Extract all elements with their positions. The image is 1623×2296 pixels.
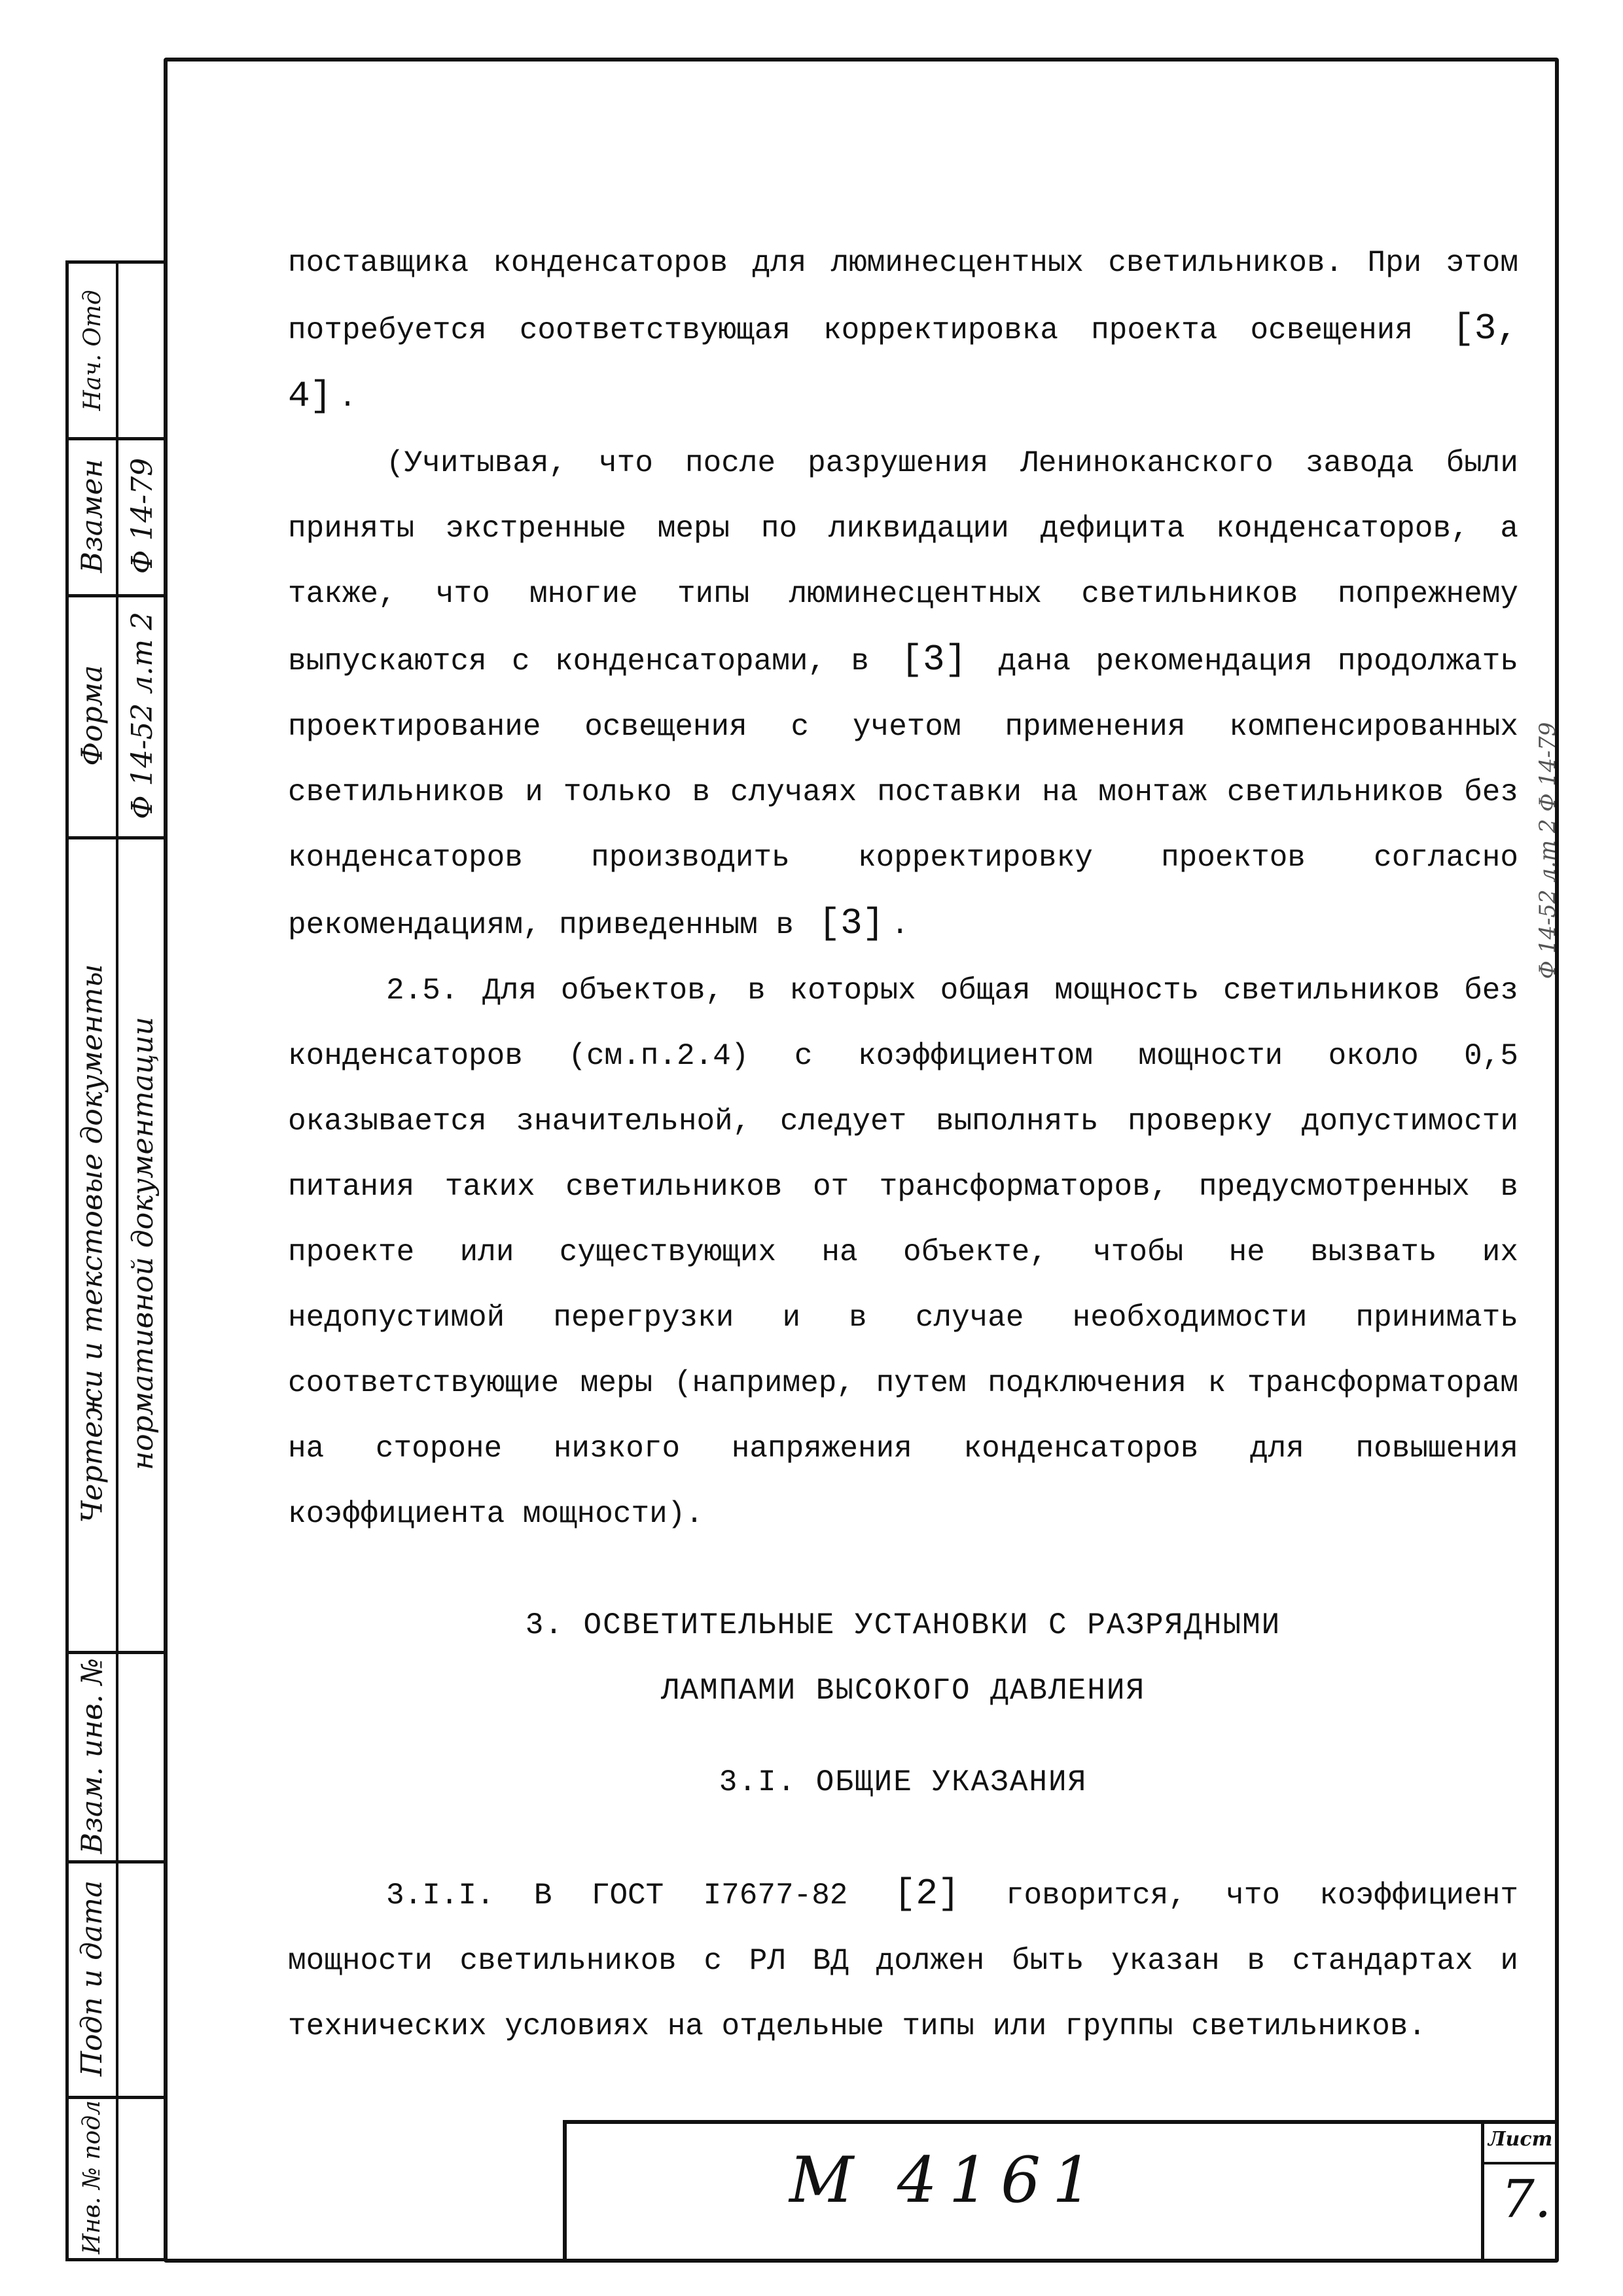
vzamen-value: Ф 14-79 [126, 457, 160, 574]
side-title-strip [65, 260, 167, 2261]
inv-no-label: Инв. № подл [79, 2100, 106, 2254]
paragraph-1-end: . [338, 381, 357, 415]
title-stamp [563, 2120, 1555, 2259]
sheet-box [1481, 2124, 1555, 2259]
drawings-label-2: нормативной документации [126, 1017, 160, 1470]
reference-3-4: [3, 4] [288, 308, 1518, 417]
strip-cell-forma-value [118, 594, 167, 836]
paragraph-3-1-1-start: 3.I.I. В ГОСТ I7677-82 [386, 1879, 848, 1913]
reference-3-second: [3] [818, 902, 885, 944]
vzam-inv-label: Взам. инв. № [75, 1657, 109, 1854]
paragraph-3-1-1-text: говорится, что коэффициент мощности светильников с РЛ ВД должен быть указан в стандартах и технических условиях на отдельные типы или группы светильников. [288, 1879, 1518, 2043]
reference-3: [3] [901, 639, 967, 680]
drawings-label: Чертежи и текстовые документы [75, 964, 109, 1523]
strip-cell-vzamen [69, 437, 116, 594]
forma-value: Ф 14-52 л.т 2 [126, 611, 160, 819]
section-heading-line-1: 3. ОСВЕТИТЕЛЬНЫЕ УСТАНОВКИ С РАЗРЯДНЫМИ [525, 1608, 1281, 1642]
paragraph-2-end: . [891, 908, 909, 942]
strip-cell-nach [69, 264, 116, 437]
sheet-number: 7. [1501, 2168, 1552, 2229]
strip-cell-sign-date [69, 1860, 116, 2096]
nach-otd-label: Нач. Отд [79, 290, 106, 411]
sign-date-label: Подп и дата [75, 1880, 109, 2076]
paragraph-2-middle: дана рекомендация продолжать проектирование освещения с учетом применения компенсированных светильников и только в случаях поставки на монтаж светильников без конденсаторов производить корректировку проектов согласно рекомендациям, приведенным в [288, 645, 1518, 942]
paragraph-1 [288, 230, 1518, 431]
strip-cell-forma [69, 594, 116, 836]
margin-mark-text: Ф 14-52 л.т 2 Ф 14-79 [1535, 722, 1561, 980]
spacer [288, 1547, 1518, 1593]
right-margin-marks [1525, 196, 1571, 1505]
paragraph-3-1-1 [288, 1861, 1518, 2059]
strip-cell-vzamen-value [118, 437, 167, 594]
subsection-heading: 3.I. ОБЩИЕ УКАЗАНИЯ [719, 1765, 1088, 1799]
paragraph-1-text: поставщика конденсаторов для люминесцентных светильников. При этом потребуется соответствующая корректировка проекта освещения [288, 246, 1518, 347]
vzamen-label: Взамен [75, 458, 109, 573]
forma-label: Форма [75, 665, 109, 766]
sheet-divider [1484, 2162, 1555, 2164]
section-heading-line-2: ЛАМПАМИ ВЫСОКОГО ДАВЛЕНИЯ [660, 1674, 1146, 1708]
strip-cell-vzam-inv [69, 1651, 116, 1860]
strip-cell-inv-no [69, 2096, 116, 2258]
spacer [288, 1723, 1518, 1750]
paragraph-2-text: (Учитывая, что после разрушения Лениноканского завода были приняты экстренные меры по ликвидации дефицита конденсаторов, а также, что многие типы люминесцентных светильников попрежнему выпускаются с конденсаторами, в [288, 446, 1518, 679]
strip-cell-drawings-2 [118, 836, 167, 1651]
document-body [288, 230, 1518, 2059]
strip-cell-drawings [69, 836, 116, 1651]
sheet-label: Лист [1488, 2128, 1553, 2151]
paragraph-2-5: 2.5. Для объектов, в которых общая мощность светильников без конденсаторов (см.п.2.4) с коэффициентом мощности около 0,5 оказывается значительной, следует выполнять проверку допустимости питания таких светильников от трансформаторов, предусмотренных в проекте или существующих на объекте, чтобы не вызвать их недопустимой перегрузки и в случае необходимости принимать соответствующие меры (например, путем подключения к трансформаторам на стороне низкого напряжения конденсаторов для повышения коэффициента мощности). [288, 974, 1518, 1531]
reference-2: [2] [893, 1873, 960, 1915]
spacer [288, 1815, 1518, 1861]
paragraph-2 [288, 431, 1518, 958]
document-code: М 4161 [789, 2144, 1105, 2217]
